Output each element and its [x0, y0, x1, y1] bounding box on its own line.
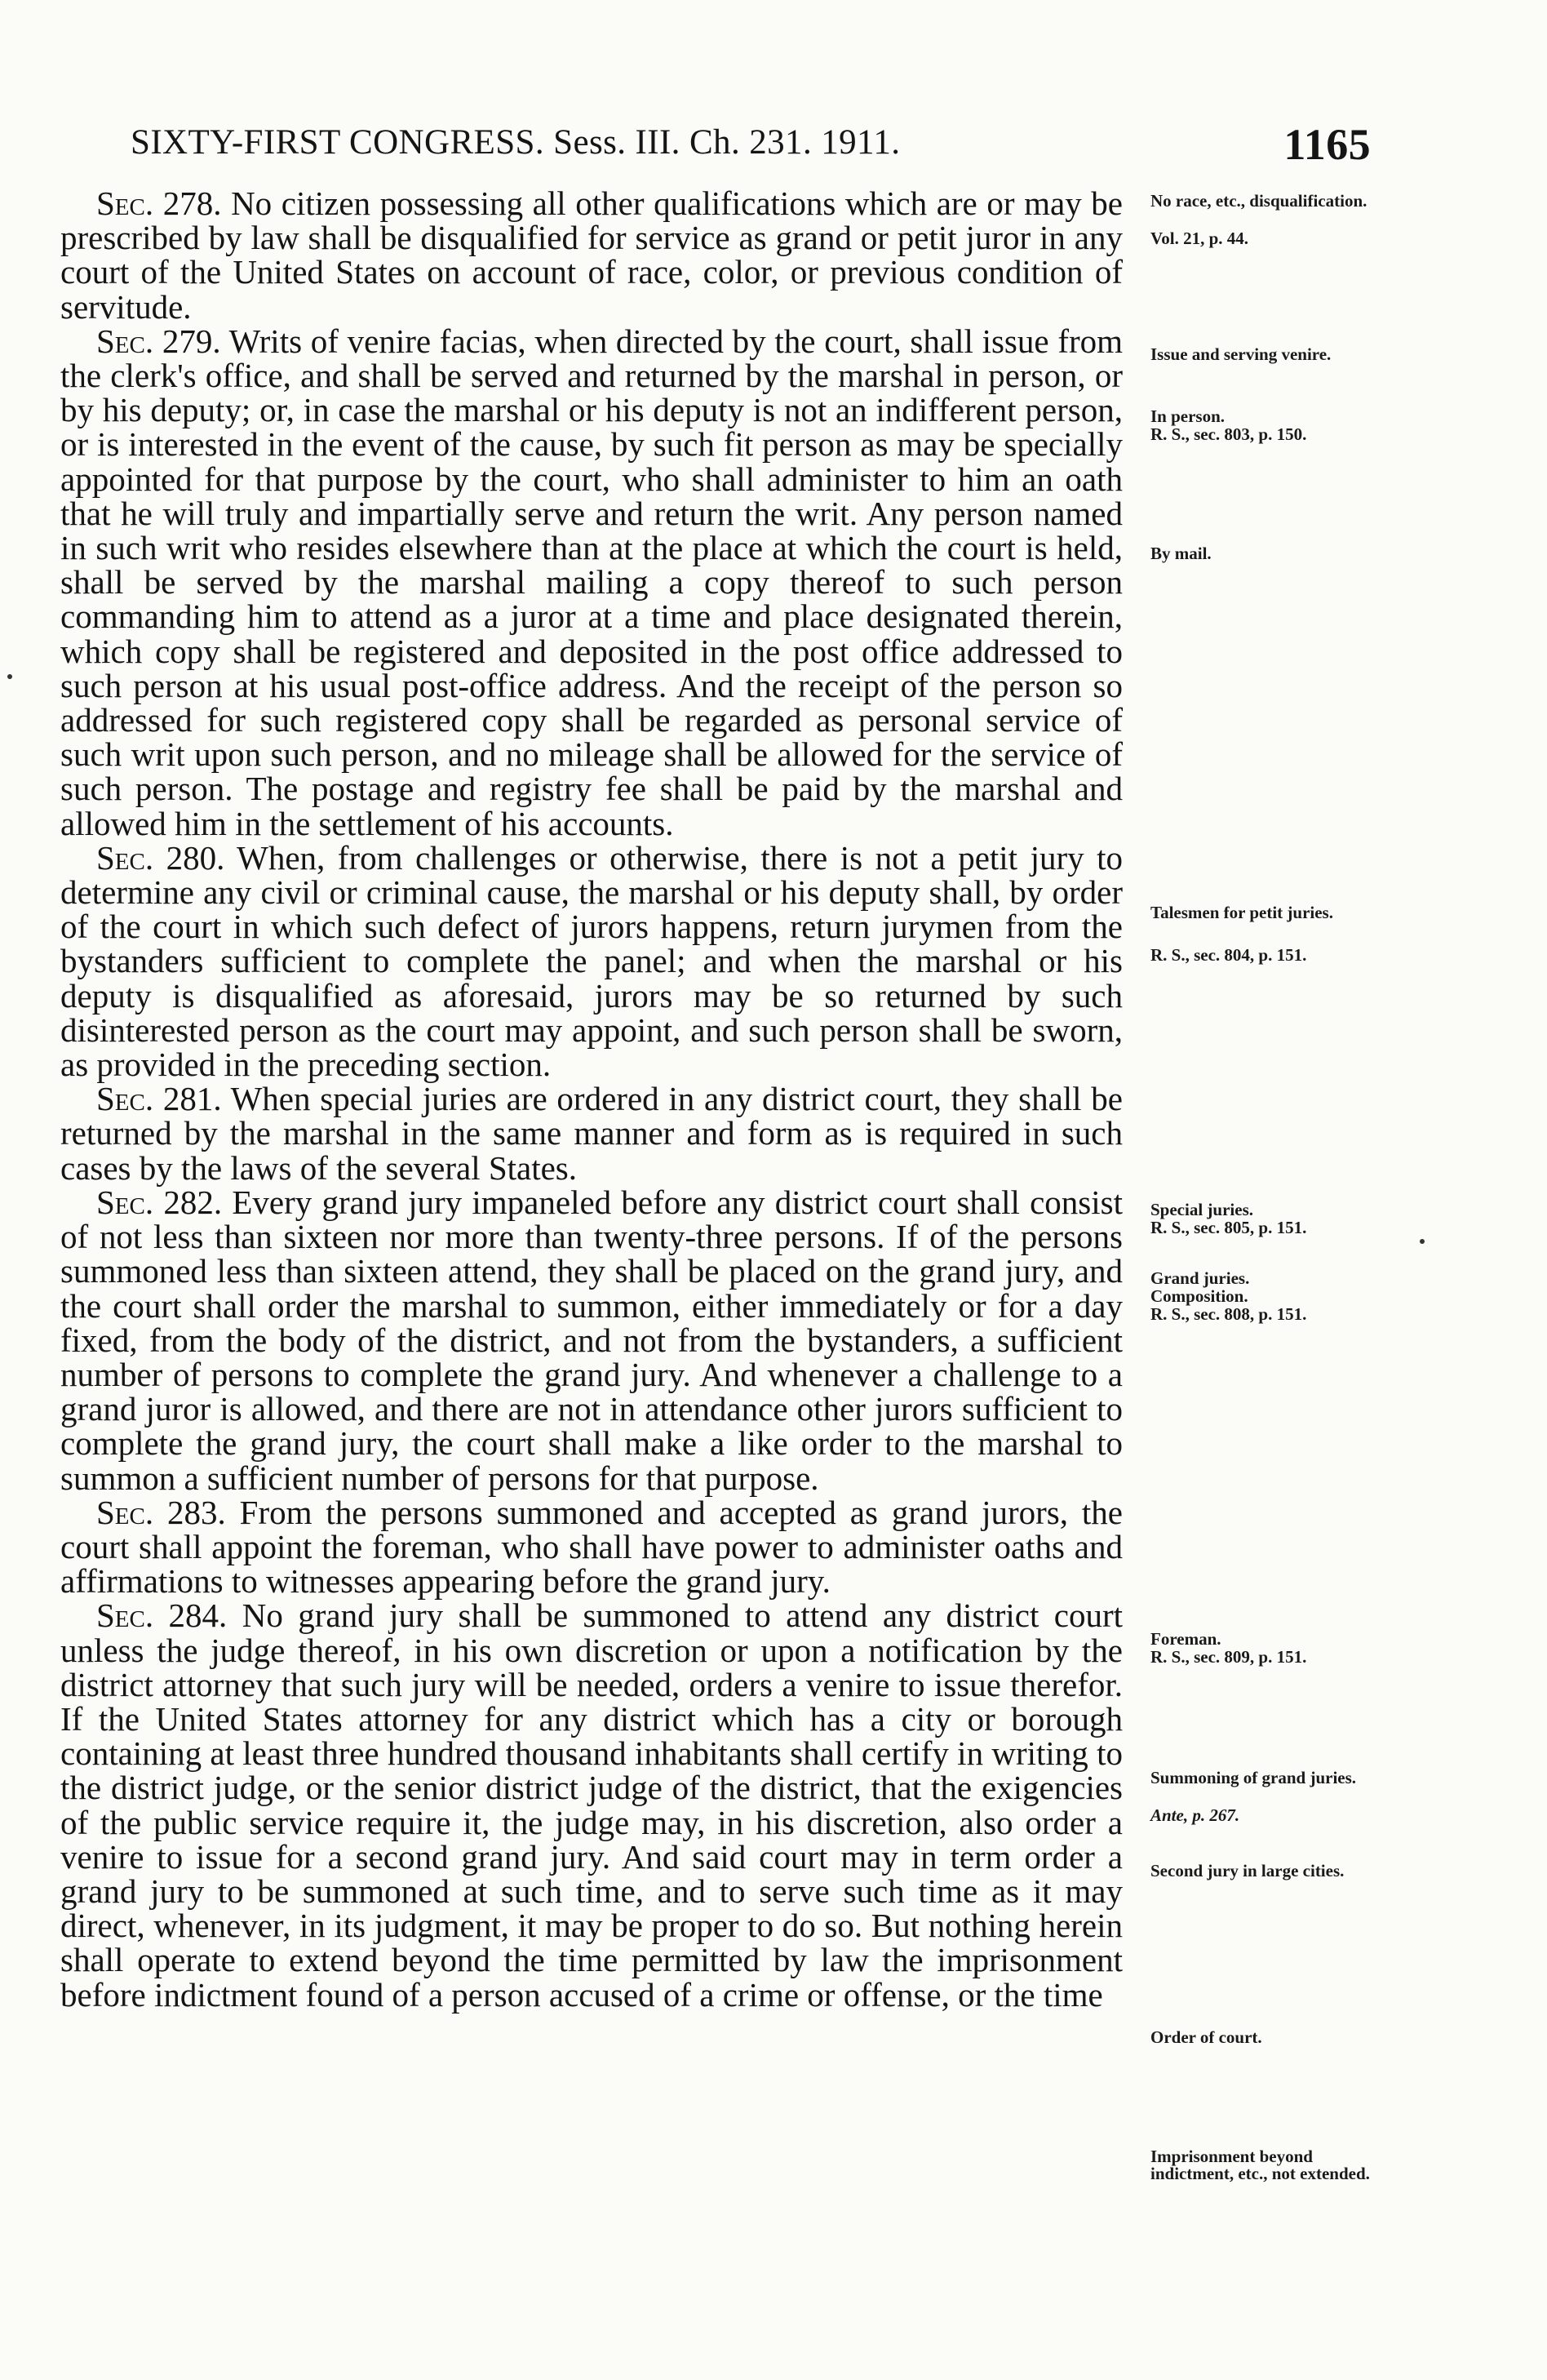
margin-note-foreman: Foreman.	[1150, 1629, 1221, 1649]
section-label: Sec. 283.	[96, 1493, 226, 1531]
section-label: Sec. 280.	[96, 838, 225, 877]
section-281	[60, 1081, 1123, 1185]
section-text: No grand jury shall be summoned to attend any district court unless the judge thereof, in his own discretion or upon a notification by the district attorney that such jury will be needed, orders a venire to issue therefor. If the United States attorney for any district which has a city or borough containing at least three hundred thousand inhabitants shall certify in writing to the district judge, or the senior district judge of the district, that the exigencies of the public service require it, the judge may, in his discretion, also order a venire to issue for a second grand jury. And said court may in term order a grand jury to be summoned at such time, and to serve such time as it may direct, whenever, in its judgment, it may be proper to do so. But nothing herein shall operate to extend beyond the time permitted by law the imprisonment before indictment found of a person accused of a crime or offense, or the time	[60, 1596, 1124, 2014]
section-label: Sec. 278.	[96, 184, 222, 222]
section-278	[60, 186, 1123, 324]
margin-note-second-jury: Second jury in large cities.	[1150, 1861, 1345, 1880]
section-279	[60, 324, 1123, 841]
section-text: From the persons summoned and accepted as grand jurors, the court shall appoint the foreman, who shall have power to administer oaths and affirmations to witnesses appearing before the grand jury.	[60, 1493, 1123, 1601]
margin-note-order-of-court: Order of court.	[1150, 2027, 1262, 2047]
paper-speck	[1420, 1239, 1425, 1244]
section-text: Every grand jury impaneled before any district court shall consist of not less than sixteen nor more than twenty-three persons. If of the persons summoned less than sixteen attend, they shall be placed on the grand jury, and the court shall order the marshal to summon, either immediately or for a day fixed, from the body of the district, and not from the bystanders, a sufficient number of persons to complete the grand jury. And whenever a challenge to a grand juror is allowed, and there are not in attendance other jurors sufficient to complete the grand jury, the court shall make a like order to the marshal to summon a sufficient number of persons for that purpose.	[60, 1183, 1123, 1497]
section-text: No citizen possessing all other qualifications which are or may be prescribed by law shall be disqualified for service as grand or petit juror in any court of the United States on account of race, color, or previous condition of servitude.	[60, 184, 1123, 326]
section-label: Sec. 281.	[96, 1080, 222, 1118]
section-text: When special juries are ordered in any district court, they shall be returned by the marshal in the same manner and form as is required in such cases by the laws of the several States.	[60, 1080, 1123, 1187]
margin-note-in-person: In person.	[1150, 406, 1226, 426]
margin-note-grand-juries: Grand juries.	[1150, 1268, 1250, 1288]
margin-note-talesmen: Talesmen for petit juries.	[1150, 903, 1333, 922]
section-label: Sec. 279.	[96, 322, 221, 360]
margin-note-imprisonment: Imprisonment beyond indictment, etc., not extended.	[1150, 2147, 1370, 2183]
page-header	[131, 122, 1371, 171]
page-number: 1165	[1283, 120, 1371, 169]
section-label: Sec. 282.	[96, 1183, 223, 1221]
margin-note-issue-venire: Issue and serving venire.	[1150, 344, 1332, 364]
margin-note-no-race: No race, etc., disqualification.	[1150, 191, 1367, 211]
section-text: Writs of venire facias, when directed by the court, shall issue from the clerk's office, and shall be served and returned by the marshal in person, or by his deputy; or, in case the marshal or his deputy is not an indifferent person, or is interested in the event of the cause, by such fit person as may be specially appointed for that purpose by the court, who shall administer to him an oath that he will truly and impartially serve and return the writ. Any person named in such writ who resides elsewhere than at the place at which the court is held, shall be served by the marshal mailing a copy thereof to such person commanding him to attend as a juror at a time and place designated therein, which copy shall be registered and deposited in the post office addressed to such person at his usual post-office address. And the receipt of the person so addressed for such registered copy shall be regarded as personal service of such writ upon such person, and no mileage shall be allowed for the service of such person. The postage and registry fee shall be paid by the marshal and allowed him in the settlement of his accounts.	[60, 322, 1124, 842]
margin-note-composition: Composition.	[1150, 1286, 1248, 1306]
running-title: SIXTY-FIRST CONGRESS. Sess. III. Ch. 231. 1911.	[131, 123, 901, 162]
section-284	[60, 1596, 1124, 2014]
section-label: Sec. 284.	[96, 1596, 228, 1635]
margin-note-rs-809: R. S., sec. 809, p. 151.	[1150, 1647, 1307, 1667]
paper-speck	[7, 674, 12, 679]
section-282	[60, 1185, 1123, 1495]
margin-note-vol-21: Vol. 21, p. 44.	[1150, 229, 1249, 248]
body-text	[60, 186, 1123, 2012]
margin-note-rs-804: R. S., sec. 804, p. 151.	[1150, 945, 1307, 965]
margin-note-summoning: Summoning of grand juries.	[1150, 1768, 1357, 1787]
margin-note-by-mail: By mail.	[1150, 544, 1212, 563]
section-280	[60, 838, 1124, 1084]
margin-note-rs-803: R. S., sec. 803, p. 150.	[1150, 424, 1307, 444]
margin-note-ante-267: Ante, p. 267.	[1150, 1805, 1240, 1825]
margin-note-rs-805: R. S., sec. 805, p. 151.	[1150, 1218, 1307, 1237]
margin-note-rs-808: R. S., sec. 808, p. 151.	[1150, 1304, 1307, 1324]
section-text: When, from challenges or otherwise, there is not a petit jury to determine any civil or criminal cause, the marshal or his deputy shall, by order of the court in which such defect of jurors happens, return jurymen from the bystanders sufficient to complete the panel; and when the marshal or his deputy is disqualified as aforesaid, jurors may be so returned by such disinterested person as the court may appoint, and such person shall be sworn, as provided in the preceding section.	[60, 838, 1124, 1084]
section-283	[60, 1495, 1123, 1599]
margin-note-special-juries: Special juries.	[1150, 1200, 1253, 1219]
